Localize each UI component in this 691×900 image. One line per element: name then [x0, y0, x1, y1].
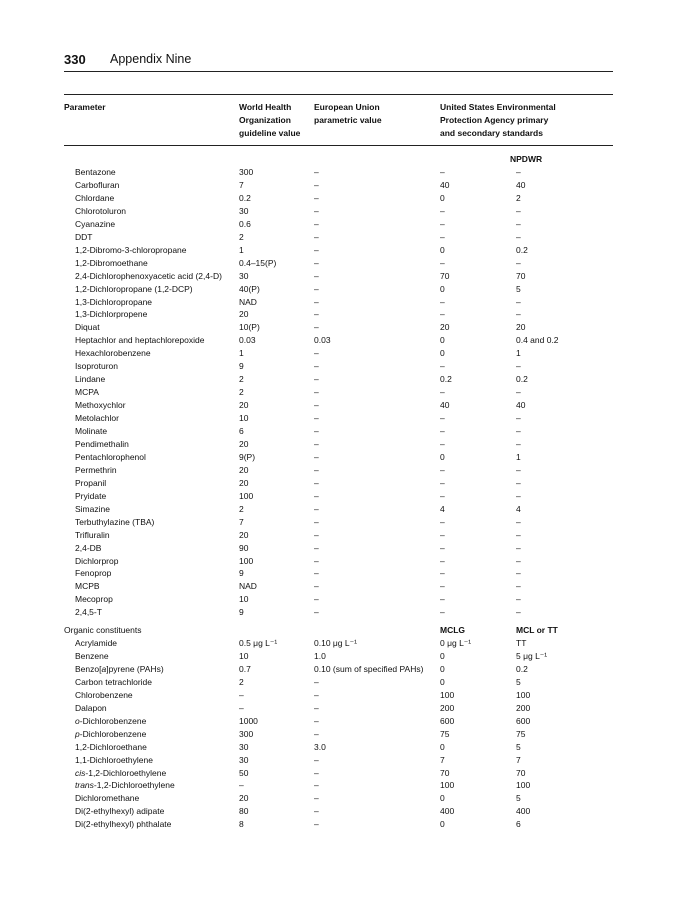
- table-top-rule: [64, 94, 613, 95]
- parameter-name: Bentazone: [75, 167, 116, 177]
- section-organic-constituents: Organic constituents: [64, 625, 142, 635]
- parameter-name: Propanil: [75, 477, 107, 488]
- parameter-name: Cyanazine: [75, 218, 116, 229]
- who-value: 30: [239, 741, 249, 752]
- parameter-name: Chlordane: [75, 192, 115, 203]
- us-npdwr-value: –: [516, 581, 521, 592]
- eu-value: –: [314, 257, 319, 268]
- us-npdwr-value: –: [516, 516, 521, 527]
- eu-value: –: [314, 283, 319, 294]
- parameter-name: cis-1,2-Dichloroethylene: [75, 767, 167, 778]
- col-header-who: World Health Organization guideline value: [239, 102, 301, 138]
- who-value: 50: [239, 767, 249, 778]
- us-mclg-value: 0: [440, 741, 445, 752]
- us-npdwr-value: 1: [516, 348, 521, 359]
- parameter-name: Dichlorprop: [75, 555, 119, 566]
- us-mclg-value: –: [440, 426, 445, 436]
- us-mcl-value: 5 μg L⁻¹: [516, 650, 548, 661]
- us-mclg-value: 0 μg L⁻¹: [440, 638, 472, 648]
- us-mclg-value: 0: [440, 793, 445, 804]
- who-value: 0.5 μg L⁻¹: [239, 638, 278, 648]
- us-npdwr-value: –: [516, 205, 521, 216]
- who-value: 20: [239, 793, 249, 804]
- parameter-name: Pryidate: [75, 490, 107, 501]
- us-mcl-value: 200: [516, 702, 531, 713]
- parameter-name: Dalapon: [75, 702, 107, 713]
- us-mclg-value: –: [440, 218, 445, 229]
- parameter-name: Trifluralin: [75, 529, 110, 540]
- eu-value: –: [314, 819, 319, 830]
- us-mcl-value: 100: [516, 689, 531, 700]
- us-npdwr-value: 40: [516, 179, 526, 190]
- eu-value: –: [314, 464, 319, 475]
- us-mclg-value: 4: [440, 503, 445, 514]
- us-mclg-value: 0: [440, 335, 445, 346]
- us-mclg-value: –: [440, 477, 445, 488]
- us-npdwr-value: 1: [516, 451, 521, 462]
- parameter-name: Isoproturon: [75, 361, 118, 372]
- who-value: 1: [239, 348, 244, 359]
- us-npdwr-value: 0.4 and 0.2: [516, 335, 559, 346]
- parameter-name: Permethrin: [75, 464, 117, 475]
- eu-value: –: [314, 413, 319, 424]
- us-mcl-value: 6: [516, 819, 521, 830]
- who-value: –: [239, 780, 244, 791]
- eu-value: 0.10 (sum of specified PAHs): [314, 663, 424, 674]
- eu-value: –: [314, 715, 319, 726]
- parameter-name: 1,2-Dichloroethane: [75, 741, 147, 752]
- us-mclg-value: 0: [440, 192, 445, 203]
- who-value: 2: [239, 387, 244, 398]
- us-mclg-value: –: [440, 231, 445, 242]
- parameter-name: Lindane: [75, 374, 106, 385]
- who-value: NAD: [239, 581, 257, 592]
- us-npdwr-value: 4: [516, 503, 521, 514]
- who-value: 10: [239, 650, 249, 661]
- us-mclg-value: 0: [440, 676, 445, 687]
- parameter-name: Chlorotoluron: [75, 205, 127, 216]
- us-mclg-value: 0.2: [440, 374, 452, 385]
- us-npdwr-value: –: [516, 387, 521, 398]
- us-mclg-value: –: [440, 542, 445, 553]
- who-value: 80: [239, 806, 249, 817]
- eu-value: –: [314, 167, 319, 177]
- eu-value: –: [314, 374, 319, 385]
- us-mclg-value: 0: [440, 244, 445, 255]
- us-npdwr-value: –: [516, 594, 521, 605]
- who-value: 10: [239, 413, 249, 424]
- us-mclg-value: 20: [440, 322, 450, 333]
- us-npdwr-value: –: [516, 167, 521, 177]
- parameter-name: Terbuthylazine (TBA): [75, 516, 155, 527]
- col-header-us-epa: United States Environmental Protection Agency primary and secondary standards: [440, 102, 556, 138]
- us-npdwr-value: –: [516, 542, 521, 553]
- who-value: 10: [239, 594, 249, 605]
- parameter-name: MCPB: [75, 581, 100, 592]
- eu-value: –: [314, 689, 319, 700]
- parameter-name: Di(2-ethylhexyl) adipate: [75, 806, 165, 817]
- us-mclg-value: –: [440, 413, 445, 424]
- eu-value: –: [314, 270, 319, 281]
- who-value: 0.03: [239, 335, 256, 346]
- parameter-name: Di(2-ethylhexyl) phthalate: [75, 819, 172, 830]
- parameter-name: 1,3-Dichloropropane: [75, 296, 153, 307]
- us-mclg-value: –: [440, 309, 445, 320]
- us-mclg-value: 0: [440, 819, 445, 830]
- us-mclg-value: –: [440, 581, 445, 592]
- col-header-eu: European Union parametric value: [314, 102, 382, 125]
- us-npdwr-value: 2: [516, 192, 521, 203]
- eu-value: 1.0: [314, 650, 326, 661]
- who-value: 6: [239, 426, 244, 436]
- us-mcl-value: 0.2: [516, 663, 528, 674]
- parameter-name: p-Dichlorobenzene: [75, 728, 147, 739]
- eu-value: –: [314, 451, 319, 462]
- us-mclg-value: 7: [440, 754, 445, 765]
- eu-value: –: [314, 767, 319, 778]
- us-npdwr-value: –: [516, 231, 521, 242]
- us-mclg-value: 0: [440, 283, 445, 294]
- us-npdwr-value: 0.2: [516, 374, 528, 385]
- who-value: 7: [239, 516, 244, 527]
- parameter-name: 1,3-Dichlorpropene: [75, 309, 148, 320]
- who-value: 20: [239, 309, 249, 320]
- us-mclg-value: 0: [440, 663, 445, 674]
- who-value: 20: [239, 400, 249, 411]
- us-mclg-value: –: [440, 438, 445, 449]
- who-value: 300: [239, 167, 254, 177]
- eu-value: –: [314, 728, 319, 739]
- who-value: 300: [239, 728, 254, 739]
- eu-value: –: [314, 309, 319, 320]
- who-value: 0.6: [239, 218, 251, 229]
- parameter-name: 2,4-DB: [75, 542, 102, 553]
- eu-value: –: [314, 296, 319, 307]
- us-mcl-value: 5: [516, 793, 521, 804]
- eu-value: 0.03: [314, 335, 331, 346]
- eu-value: –: [314, 542, 319, 553]
- eu-value: –: [314, 490, 319, 501]
- page-title: Appendix Nine: [110, 52, 192, 66]
- who-value: 1: [239, 244, 244, 255]
- us-mclg-value: 0: [440, 650, 445, 661]
- us-mcl-value: 100: [516, 780, 531, 791]
- us-npdwr-value: 70: [516, 270, 526, 281]
- eu-value: –: [314, 503, 319, 514]
- parameter-name: Heptachlor and heptachlorepoxide: [75, 335, 205, 346]
- us-npdwr-value: –: [516, 555, 521, 566]
- eu-value: –: [314, 205, 319, 216]
- header-rule: [64, 71, 613, 72]
- us-mcl-value: 5: [516, 676, 521, 687]
- eu-value: –: [314, 754, 319, 765]
- parameter-name: MCPA: [75, 387, 99, 398]
- us-mcl-value: TT: [516, 638, 527, 648]
- eu-value: –: [314, 568, 319, 579]
- us-npdwr-value: 40: [516, 400, 526, 411]
- us-mclg-value: 600: [440, 715, 455, 726]
- us-mclg-value: 200: [440, 702, 455, 713]
- us-mclg-value: –: [440, 555, 445, 566]
- who-value: 8: [239, 819, 244, 830]
- us-npdwr-value: –: [516, 464, 521, 475]
- us-npdwr-value: –: [516, 218, 521, 229]
- us-npdwr-value: –: [516, 529, 521, 540]
- eu-value: –: [314, 516, 319, 527]
- us-mclg-value: 40: [440, 400, 450, 411]
- us-mclg-value: –: [440, 257, 445, 268]
- who-value: 9: [239, 607, 244, 618]
- subheader-npdwr: NPDWR: [510, 154, 543, 164]
- us-mclg-value: –: [440, 464, 445, 475]
- page-header: [64, 52, 613, 72]
- us-mcl-value: 400: [516, 806, 531, 817]
- who-value: 20: [239, 464, 249, 475]
- parameter-name: Fenoprop: [75, 568, 112, 579]
- who-value: 20: [239, 477, 249, 488]
- who-value: 0.7: [239, 663, 251, 674]
- who-value: –: [239, 689, 244, 700]
- parameter-name: Chlorobenzene: [75, 689, 133, 700]
- us-npdwr-value: –: [516, 361, 521, 372]
- eu-value: –: [314, 192, 319, 203]
- parameter-name: DDT: [75, 231, 93, 242]
- who-value: 90: [239, 542, 249, 553]
- parameter-name: trans-1,2-Dichloroethylene: [75, 780, 175, 791]
- parameter-name: Simazine: [75, 503, 110, 514]
- parameter-name: Mecoprop: [75, 594, 113, 605]
- subheader-mclg: MCLG: [440, 625, 466, 635]
- parameter-name: Carbon tetrachloride: [75, 676, 153, 687]
- parameter-name: o-Dichlorobenzene: [75, 715, 147, 726]
- us-npdwr-value: –: [516, 607, 521, 618]
- eu-value: –: [314, 780, 319, 791]
- eu-value: –: [314, 477, 319, 488]
- eu-value: –: [314, 244, 319, 255]
- eu-value: –: [314, 322, 319, 333]
- us-mclg-value: –: [440, 529, 445, 540]
- who-value: 30: [239, 270, 249, 281]
- parameter-name: 2,4-Dichlorophenoxyacetic acid (2,4-D): [75, 270, 222, 281]
- us-mclg-value: 70: [440, 767, 450, 778]
- eu-value: –: [314, 231, 319, 242]
- eu-value: 3.0: [314, 741, 326, 752]
- us-npdwr-value: –: [516, 413, 521, 424]
- who-value: 1000: [239, 715, 258, 726]
- eu-value: –: [314, 594, 319, 605]
- us-npdwr-value: –: [516, 296, 521, 307]
- us-mcl-value: 7: [516, 754, 521, 765]
- who-value: 9(P): [239, 451, 256, 462]
- eu-value: –: [314, 179, 319, 190]
- eu-value: –: [314, 438, 319, 449]
- us-npdwr-value: –: [516, 490, 521, 501]
- us-mclg-value: –: [440, 490, 445, 501]
- who-value: 7: [239, 179, 244, 190]
- us-mclg-value: –: [440, 568, 445, 579]
- us-npdwr-value: –: [516, 309, 521, 320]
- parameter-name: Metolachlor: [75, 413, 119, 424]
- us-mclg-value: –: [440, 607, 445, 618]
- who-value: –: [239, 702, 244, 713]
- parameter-name: 1,2-Dibromo-3-chloropropane: [75, 244, 187, 255]
- who-value: NAD: [239, 296, 257, 307]
- us-mclg-value: –: [440, 387, 445, 398]
- us-mclg-value: –: [440, 296, 445, 307]
- eu-value: –: [314, 218, 319, 229]
- us-mclg-value: 70: [440, 270, 450, 281]
- who-value: 2: [239, 676, 244, 687]
- eu-value: 0.10 μg L⁻¹: [314, 638, 357, 648]
- who-value: 100: [239, 555, 254, 566]
- us-mclg-value: –: [440, 361, 445, 372]
- us-npdwr-value: 0.2: [516, 244, 528, 255]
- us-mclg-value: 0: [440, 451, 445, 462]
- parameter-name: Pendimethalin: [75, 438, 129, 449]
- who-value: 20: [239, 438, 249, 449]
- us-npdwr-value: –: [516, 477, 521, 488]
- eu-value: –: [314, 387, 319, 398]
- eu-value: –: [314, 806, 319, 817]
- eu-value: –: [314, 529, 319, 540]
- parameter-name: Hexachlorobenzene: [75, 348, 151, 359]
- who-value: 9: [239, 361, 244, 372]
- who-value: 100: [239, 490, 254, 501]
- parameter-name: 1,1-Dichloroethylene: [75, 754, 153, 765]
- header-bottom-rule: [64, 145, 613, 146]
- who-value: 2: [239, 231, 244, 242]
- parameter-name: Diquat: [75, 322, 100, 333]
- who-value: 10(P): [239, 322, 260, 333]
- parameter-name: Benzene: [75, 650, 109, 661]
- who-value: 40(P): [239, 283, 260, 294]
- subheader-mcl-tt: MCL or TT: [516, 625, 558, 635]
- us-mclg-value: –: [440, 594, 445, 605]
- who-value: 0.2: [239, 192, 251, 203]
- us-mclg-value: 40: [440, 179, 450, 190]
- eu-value: –: [314, 361, 319, 372]
- us-mclg-value: –: [440, 167, 445, 177]
- eu-value: –: [314, 793, 319, 804]
- eu-value: –: [314, 607, 319, 618]
- who-value: 30: [239, 754, 249, 765]
- us-mclg-value: –: [440, 516, 445, 527]
- parameter-name: Dichloromethane: [75, 793, 140, 804]
- parameter-name: Carbofluran: [75, 179, 120, 190]
- us-mcl-value: 600: [516, 715, 531, 726]
- eu-value: –: [314, 676, 319, 687]
- who-value: 0.4–15(P): [239, 257, 277, 268]
- us-mcl-value: 5: [516, 741, 521, 752]
- us-mclg-value: 100: [440, 689, 455, 700]
- us-mclg-value: –: [440, 205, 445, 216]
- us-mcl-value: 70: [516, 767, 526, 778]
- who-value: 9: [239, 568, 244, 579]
- who-value: 2: [239, 503, 244, 514]
- parameter-name: 1,2-Dibromoethane: [75, 257, 148, 268]
- us-npdwr-value: –: [516, 438, 521, 449]
- eu-value: –: [314, 348, 319, 359]
- parameter-name: Benzo[a]pyrene (PAHs): [75, 663, 164, 674]
- us-npdwr-value: –: [516, 257, 521, 268]
- parameter-name: Molinate: [75, 426, 108, 436]
- eu-value: –: [314, 581, 319, 592]
- us-npdwr-value: 20: [516, 322, 526, 333]
- eu-value: –: [314, 702, 319, 713]
- eu-value: –: [314, 555, 319, 566]
- who-value: 20: [239, 529, 249, 540]
- parameter-name: 2,4,5-T: [75, 607, 102, 618]
- us-mclg-value: 400: [440, 806, 455, 817]
- parameter-name: Pentachlorophenol: [75, 451, 146, 462]
- us-mclg-value: 0: [440, 348, 445, 359]
- us-mcl-value: 75: [516, 728, 526, 739]
- parameter-name: Methoxychlor: [75, 400, 126, 411]
- parameter-name: 1,2-Dichloropropane (1,2-DCP): [75, 283, 193, 294]
- us-npdwr-value: 5: [516, 283, 521, 294]
- us-npdwr-value: –: [516, 568, 521, 579]
- who-value: 2: [239, 374, 244, 385]
- eu-value: –: [314, 400, 319, 411]
- us-mclg-value: 100: [440, 780, 455, 791]
- parameter-name: Acrylamide: [75, 638, 118, 648]
- us-mclg-value: 75: [440, 728, 450, 739]
- who-value: 30: [239, 205, 249, 216]
- page-number: 330: [64, 52, 86, 67]
- us-npdwr-value: –: [516, 426, 521, 436]
- col-header-parameter: Parameter: [64, 102, 106, 112]
- eu-value: –: [314, 426, 319, 436]
